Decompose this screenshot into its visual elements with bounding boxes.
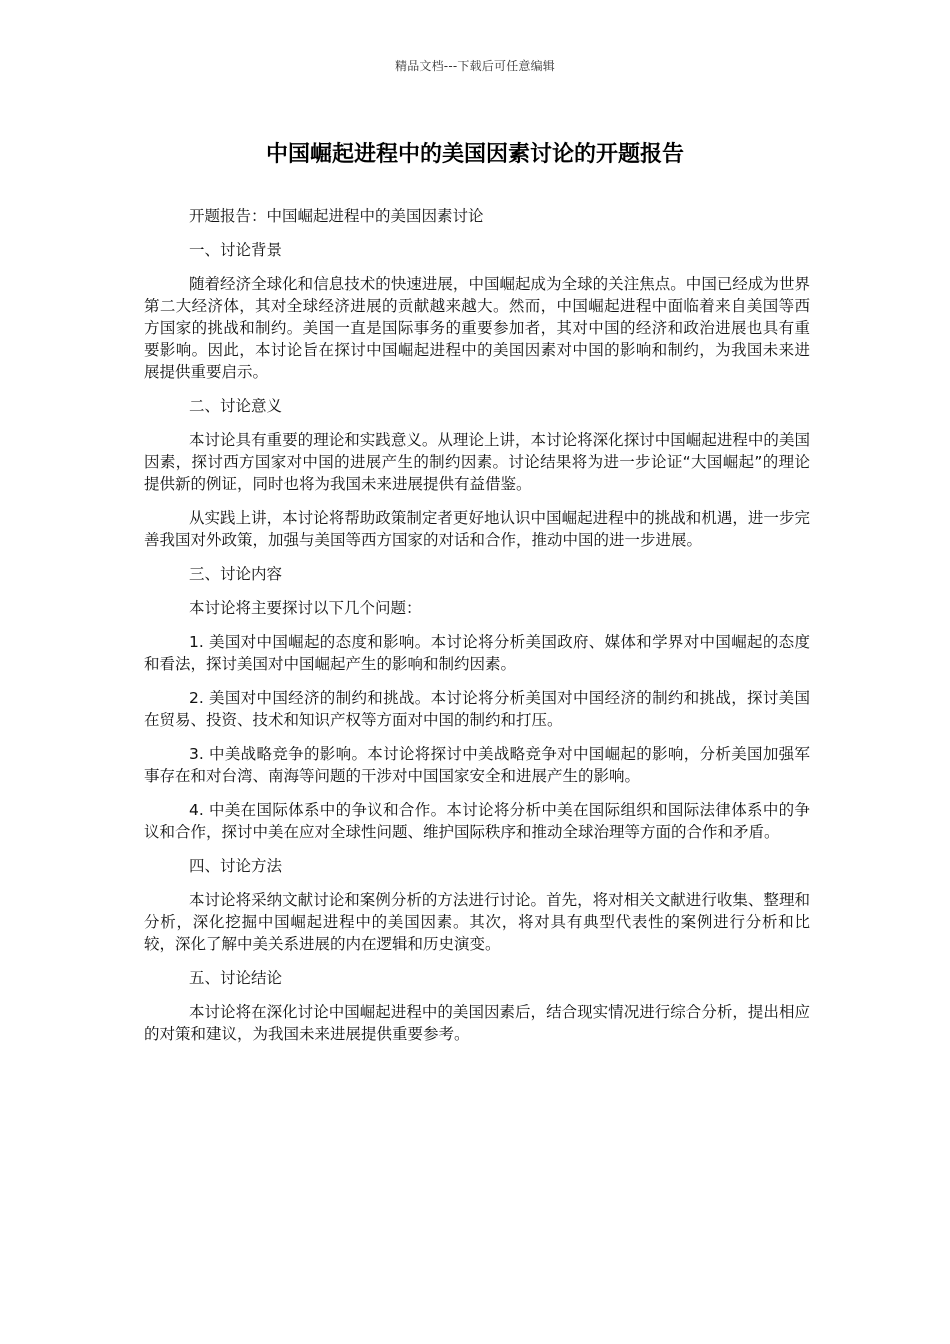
list-item: 1. 美国对中国崛起的态度和影响。本讨论将分析美国政府、媒体和学界对中国崛起的态度和看法，探讨美国对中国崛起产生的影响和制约因素。 [144, 633, 810, 673]
section-heading-significance: 二、讨论意义 [189, 397, 283, 415]
section-heading-background: 一、讨论背景 [189, 241, 283, 259]
intro-line: 开题报告：中国崛起进程中的美国因素讨论 [189, 207, 484, 225]
paragraph: 随着经济全球化和信息技术的快速进展，中国崛起成为全球的关注焦点。中国已经成为世界第二大经济体，其对全球经济进展的贡献越来越大。然而，中国崛起进程中面临着来自美国等西方国家的挑战和制约。美国一直是国际事务的重要参加者，其对中国的经济和政治进展也具有重要影响。因此，本讨论旨在探讨中国崛起进程中的美国因素对中国的影响和制约，为我国未来进展提供重要启示。 [144, 275, 810, 381]
list-item: 2. 美国对中国经济的制约和挑战。本讨论将分析美国对中国经济的制约和挑战，探讨美国在贸易、投资、技术和知识产权等方面对中国的制约和打压。 [144, 689, 810, 729]
section-heading-conclusion: 五、讨论结论 [189, 969, 283, 987]
paragraph: 本讨论将采纳文献讨论和案例分析的方法进行讨论。首先，将对相关文献进行收集、整理和分析，深化挖掘中国崛起进程中的美国因素。其次，将对具有典型代表性的案例进行分析和比较，深化了解中美关系进展的内在逻辑和历史演变。 [144, 891, 810, 953]
header-note: 精品文档---下载后可任意编辑 [395, 59, 555, 73]
paragraph: 从实践上讲，本讨论将帮助政策制定者更好地认识中国崛起进程中的挑战和机遇，进一步完善我国对外政策，加强与美国等西方国家的对话和合作，推动中国的进一步进展。 [144, 509, 810, 549]
paragraph: 本讨论具有重要的理论和实践意义。从理论上讲，本讨论将深化探讨中国崛起进程中的美国因素，探讨西方国家对中国的进展产生的制约因素。讨论结果将为进一步论证“大国崛起”的理论提供新的例证，同时也将为我国未来进展提供有益借鉴。 [144, 431, 810, 493]
list-item: 4. 中美在国际体系中的争议和合作。本讨论将分析中美在国际组织和国际法律体系中的争议和合作，探讨中美在应对全球性问题、维护国际秩序和推动全球治理等方面的合作和矛盾。 [144, 801, 810, 841]
list-item: 3. 中美战略竞争的影响。本讨论将探讨中美战略竞争对中国崛起的影响，分析美国加强军事存在和对台湾、南海等问题的干涉对中国国家安全和进展产生的影响。 [144, 745, 810, 785]
paragraph: 本讨论将在深化讨论中国崛起进程中的美国因素后，结合现实情况进行综合分析，提出相应的对策和建议，为我国未来进展提供重要参考。 [144, 1003, 810, 1043]
section-heading-content: 三、讨论内容 [189, 565, 283, 583]
section-heading-method: 四、讨论方法 [189, 857, 283, 875]
paragraph: 本讨论将主要探讨以下几个问题： [189, 599, 422, 617]
document-title: 中国崛起进程中的美国因素讨论的开题报告 [265, 142, 684, 167]
document-body [144, 205, 810, 1057]
